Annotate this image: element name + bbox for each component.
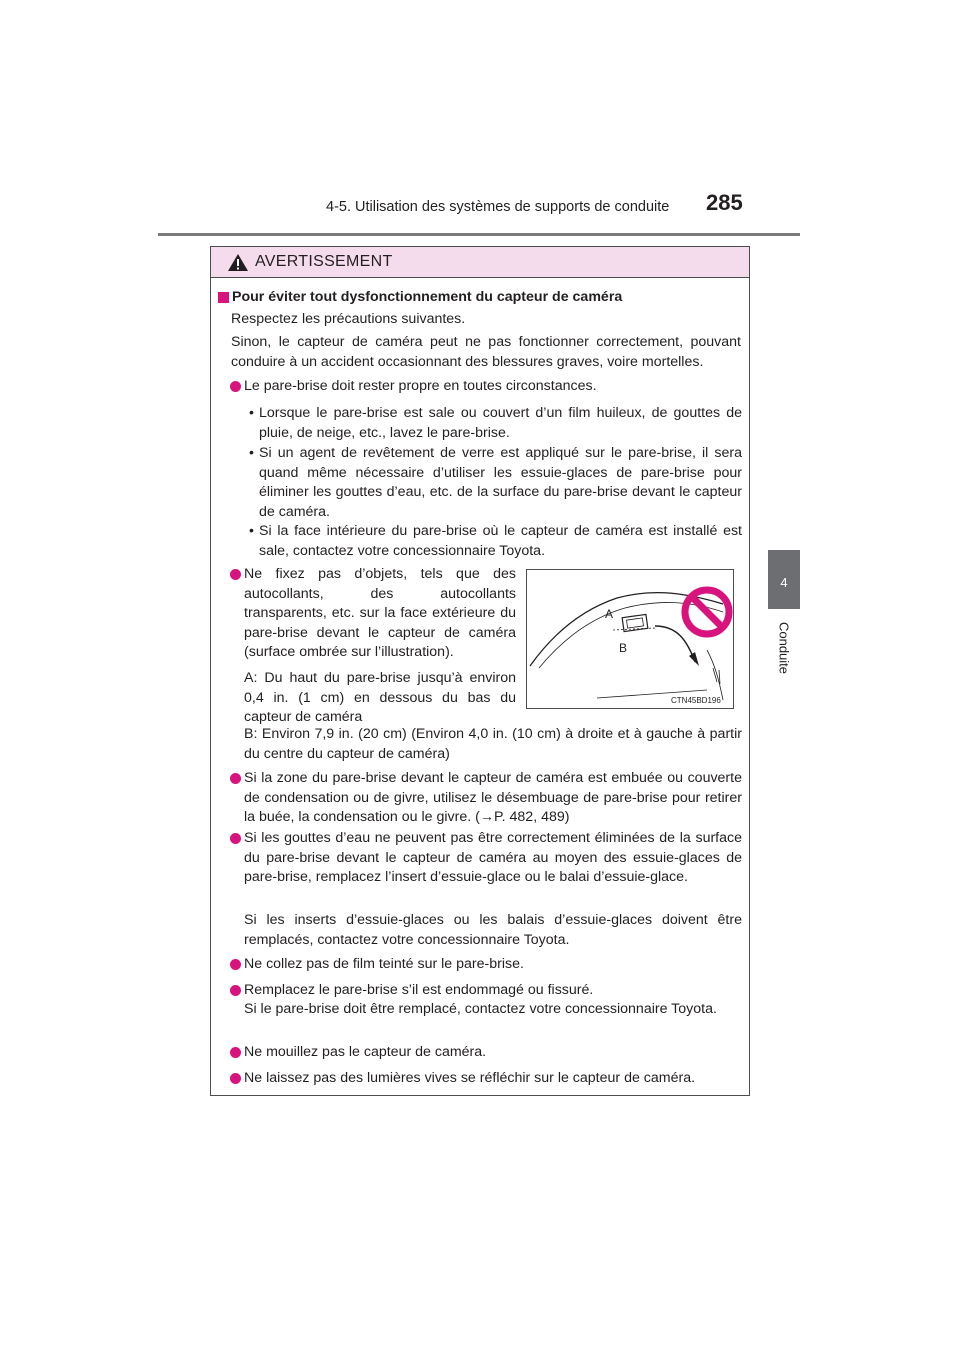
item-4-text: Si les gouttes d’eau ne peuvent pas être correctement éliminées de la surface du pare-brise devant le capteur de caméra au moyen des essuie-glaces de pare-brise, remplacez l’insert d’essuie-glace ou le balai d’essuie-glace. [244,830,742,885]
item-1-sub-2: Si un agent de revêtement de verre est appliqué sur le pare-brise, il sera quand même nécessaire d’utiliser les essuie-glaces de pare-brise pour éliminer les gouttes d’eau, etc. de la surface du pare-brise devant le capteur de caméra. [259,445,742,520]
sub-bullet: • [249,405,254,421]
warning-header [211,247,749,278]
item-1-text: Le pare-brise doit rester propre en toutes circonstances. [244,378,597,394]
warning-title: AVERTISSEMENT [255,253,393,270]
warning-heading: Pour éviter tout dysfonctionnement du capteur de caméra [232,289,623,305]
item-6-text: Remplacez le pare-brise s’il est endommagé ou fissuré. [244,982,594,998]
bullet-marker [230,985,241,996]
windshield-camera-illustration [526,569,734,709]
header-divider [158,233,800,236]
item-2-note-a: A: Du haut du pare-brise jusqu’à environ 0,4 in. (1 cm) en dessous du bas du capteur de caméra [244,670,516,725]
label-a: A [605,607,614,621]
bullet-marker [230,773,241,784]
bullet-marker [230,381,241,392]
warning-box [210,246,750,1096]
sub-bullet: • [249,445,254,461]
section-title: 4-5. Utilisation des systèmes de supports de conduite [326,199,670,215]
intro-text-2: Sinon, le capteur de caméra peut ne pas fonctionner correctement, pouvant conduire à un accident occasionnant des blessures graves, voire mortelles. [231,334,741,370]
item-3-text: Si la zone du pare-brise devant le capteur de caméra est embuée ou couverte de condensation ou de givre, utilisez le désembuage de pare-brise pour retirer la buée, la condensation ou le givre. (→P. 482, 489) [244,770,742,825]
page-number: 285 [706,190,743,215]
bullet-marker [230,1073,241,1084]
item-1-sub-1: Lorsque le pare-brise est sale ou couvert d’un film huileux, de gouttes de pluie, de neige, etc., lavez le pare-brise. [259,405,742,441]
item-8-text: Ne laissez pas des lumières vives se réfléchir sur le capteur de caméra. [244,1070,696,1086]
sub-bullet: • [249,523,254,539]
chapter-tab [768,550,800,609]
camera-sensor-icon [613,614,655,631]
illustration-code: CTN45BD196 [671,696,721,705]
item-4-extra: Si les inserts d’essuie-glaces ou les balais d’essuie-glaces doivent être remplacés, contactez votre concessionnaire Toyota. [244,912,742,948]
chapter-number: 4 [780,575,788,590]
bullet-marker [230,1047,241,1058]
chapter-label: Conduite [776,621,792,675]
section-square-marker [218,292,229,303]
item-2-note-b: B: Environ 7,9 in. (20 cm) (Environ 4,0 in. (10 cm) à droite et à gauche à partir du centre du capteur de caméra) [244,726,742,762]
intro-text-1: Respectez les précautions suivantes. [231,311,466,327]
item-6-extra: Si le pare-brise doit être remplacé, contactez votre concessionnaire Toyota. [244,1001,717,1017]
item-2-text: Ne fixez pas d’objets, tels que des autocollants, des autocollants transparents, etc. sur la face extérieure du pare-brise devant le capteur de caméra (surface ombrée sur l’illustration). [244,566,516,660]
item-7-text: Ne mouillez pas le capteur de caméra. [244,1044,487,1060]
warning-triangle-icon [227,253,249,272]
windshield-drawing [527,570,733,708]
bullet-marker [230,833,241,844]
item-1-sub-3: Si la face intérieure du pare-brise où le capteur de caméra est installé est sale, contactez votre concessionnaire Toyota. [259,523,742,559]
item-5-text: Ne collez pas de film teinté sur le pare-brise. [244,956,524,972]
bullet-marker [230,569,241,580]
label-b: B [619,641,628,655]
bullet-marker [230,959,241,970]
